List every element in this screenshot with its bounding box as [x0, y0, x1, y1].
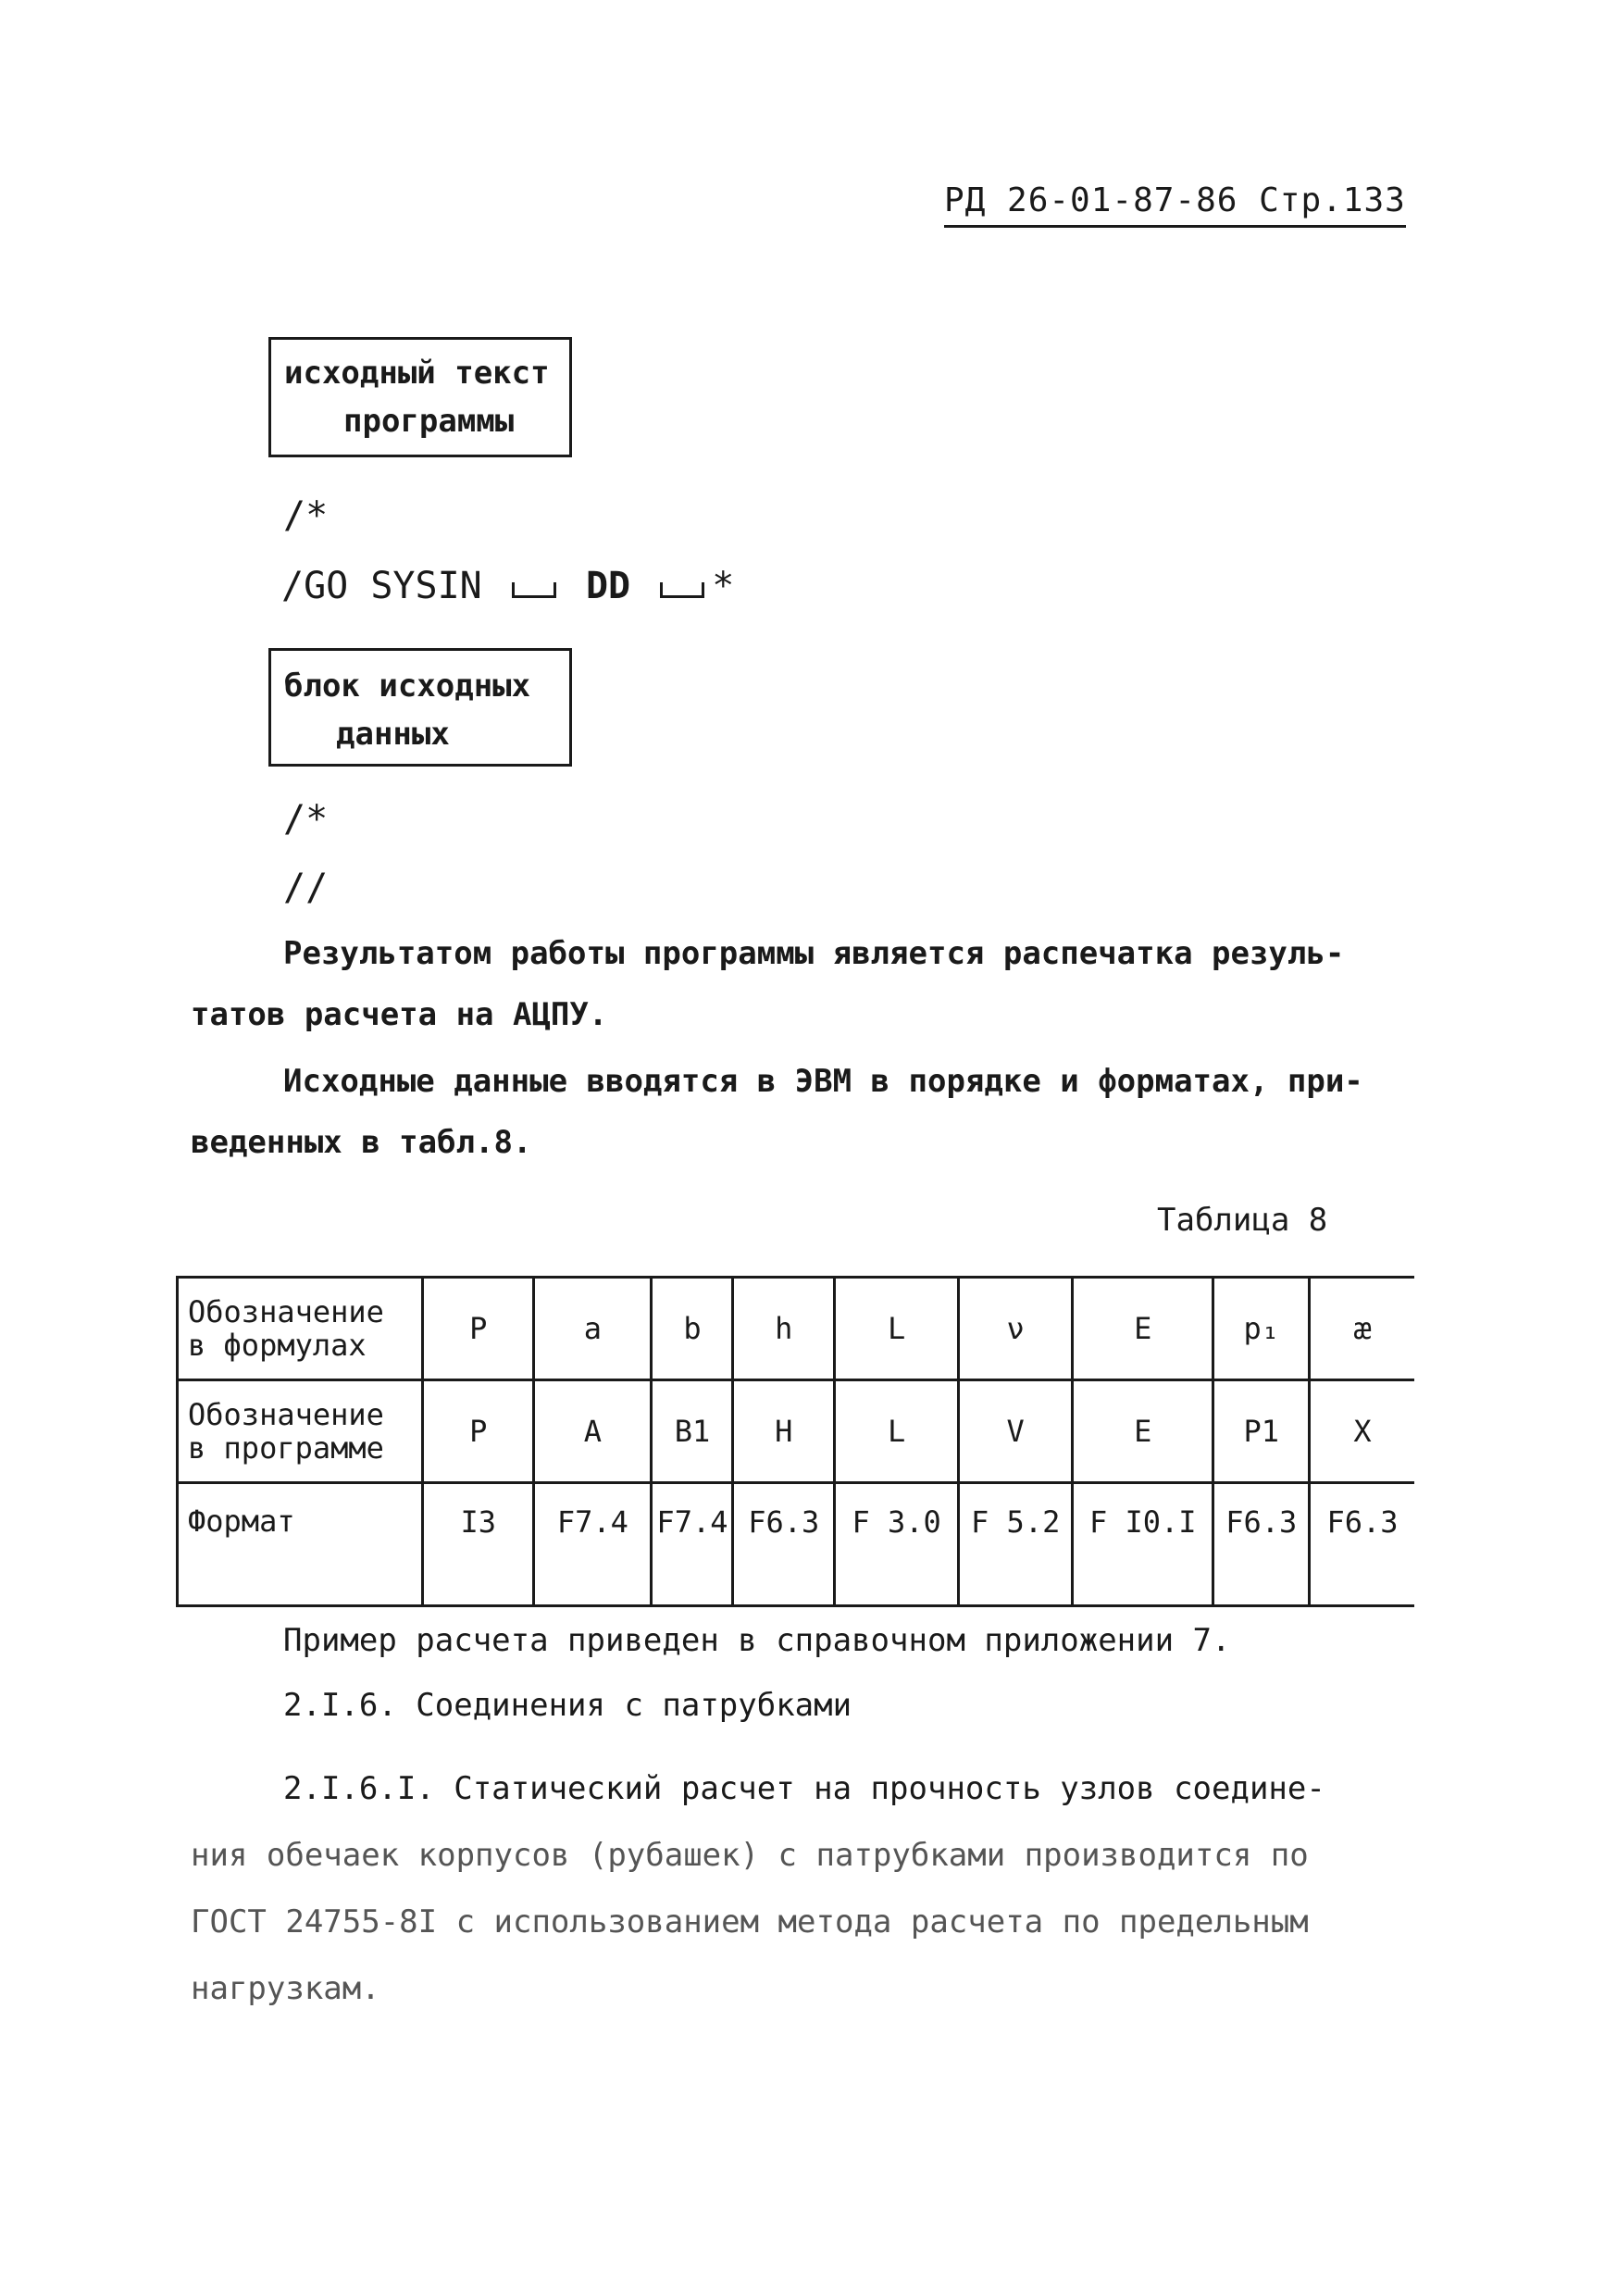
- formula-symbol-cell: æ: [1310, 1278, 1414, 1380]
- code-line-4: //: [283, 867, 329, 909]
- code-line-3: /*: [283, 798, 329, 841]
- program-symbol-cell: P: [423, 1380, 534, 1483]
- format-cell: F6.3: [1213, 1483, 1310, 1606]
- program-symbol-cell: V: [959, 1380, 1073, 1483]
- source-text-line-2: программы: [343, 403, 515, 440]
- row-label-program: Обозначение в программе: [178, 1380, 423, 1483]
- format-cell: F6.3: [1310, 1483, 1414, 1606]
- section-heading: 2.I.6. Соединения с патрубками: [283, 1687, 852, 1724]
- paragraph-2-line-1: Исходные данные вводятся в ЭВМ в порядке и форматах, при-: [283, 1063, 1363, 1100]
- program-symbol-cell: H: [733, 1380, 834, 1483]
- space-symbol-icon: [660, 582, 704, 598]
- formula-symbol-cell: ν: [959, 1278, 1073, 1380]
- section-text-line-4: нагрузкам.: [191, 1970, 380, 2007]
- input-data-block: [268, 648, 572, 767]
- paragraph-1-line-2: татов расчета на АЦПУ.: [191, 996, 608, 1033]
- program-symbol-cell: X: [1310, 1380, 1414, 1483]
- program-symbol-cell: P1: [1213, 1380, 1310, 1483]
- format-cell: F 5.2: [959, 1483, 1073, 1606]
- formula-symbol-cell: L: [834, 1278, 958, 1380]
- formula-symbol-cell: h: [733, 1278, 834, 1380]
- input-data-line-1: блок исходных: [284, 668, 531, 705]
- table-row-formula: [178, 1278, 1415, 1380]
- code-line-2: [281, 565, 734, 607]
- section-text-line-3: ГОСТ 24755-8I с использованием метода расчета по предельным: [191, 1903, 1309, 1940]
- code-go-sysin: /GO SYSIN: [281, 565, 482, 607]
- table-row-program: [178, 1380, 1415, 1483]
- program-symbol-cell: E: [1073, 1380, 1213, 1483]
- paragraph-1-line-1: Результатом работы программы является распечатка резуль-: [283, 935, 1345, 972]
- paragraph-2-line-2: веденных в табл.8.: [191, 1124, 532, 1161]
- code-dd: DD: [585, 565, 631, 607]
- format-cell: F6.3: [733, 1483, 834, 1606]
- format-cell: F7.4: [652, 1483, 733, 1606]
- format-cell: F 3.0: [834, 1483, 958, 1606]
- formula-symbol-cell: p₁: [1213, 1278, 1310, 1380]
- program-symbol-cell: A: [534, 1380, 652, 1483]
- space-symbol-icon: [512, 582, 556, 598]
- code-star: *: [712, 565, 735, 607]
- table-row-format: [178, 1483, 1415, 1606]
- format-cell: F7.4: [534, 1483, 652, 1606]
- document-reference-header: РД 26-01-87-86 Стр.133: [944, 181, 1406, 228]
- row-label-formula: Обозначение в формулах: [178, 1278, 423, 1380]
- source-text-line-1: исходный текст: [284, 355, 550, 392]
- format-cell: F I0.I: [1073, 1483, 1213, 1606]
- section-text-line-2: ния обечаек корпусов (рубашек) с патрубками производится по: [191, 1837, 1309, 1874]
- input-data-line-2: данных: [336, 716, 450, 753]
- program-symbol-cell: L: [834, 1380, 958, 1483]
- formula-symbol-cell: b: [652, 1278, 733, 1380]
- formula-symbol-cell: a: [534, 1278, 652, 1380]
- program-symbol-cell: B1: [652, 1380, 733, 1483]
- example-reference: Пример расчета приведен в справочном приложении 7.: [283, 1622, 1231, 1659]
- source-text-block: [268, 337, 572, 457]
- row-label-format: Формат: [178, 1483, 423, 1606]
- code-line-1: /*: [283, 494, 329, 537]
- format-cell: I3: [423, 1483, 534, 1606]
- formula-symbol-cell: P: [423, 1278, 534, 1380]
- formula-symbol-cell: E: [1073, 1278, 1213, 1380]
- section-text-line-1: 2.I.6.I. Статический расчет на прочность узлов соедине-: [283, 1770, 1325, 1807]
- table-caption: Таблица 8: [1157, 1202, 1328, 1239]
- format-table: [176, 1276, 1414, 1607]
